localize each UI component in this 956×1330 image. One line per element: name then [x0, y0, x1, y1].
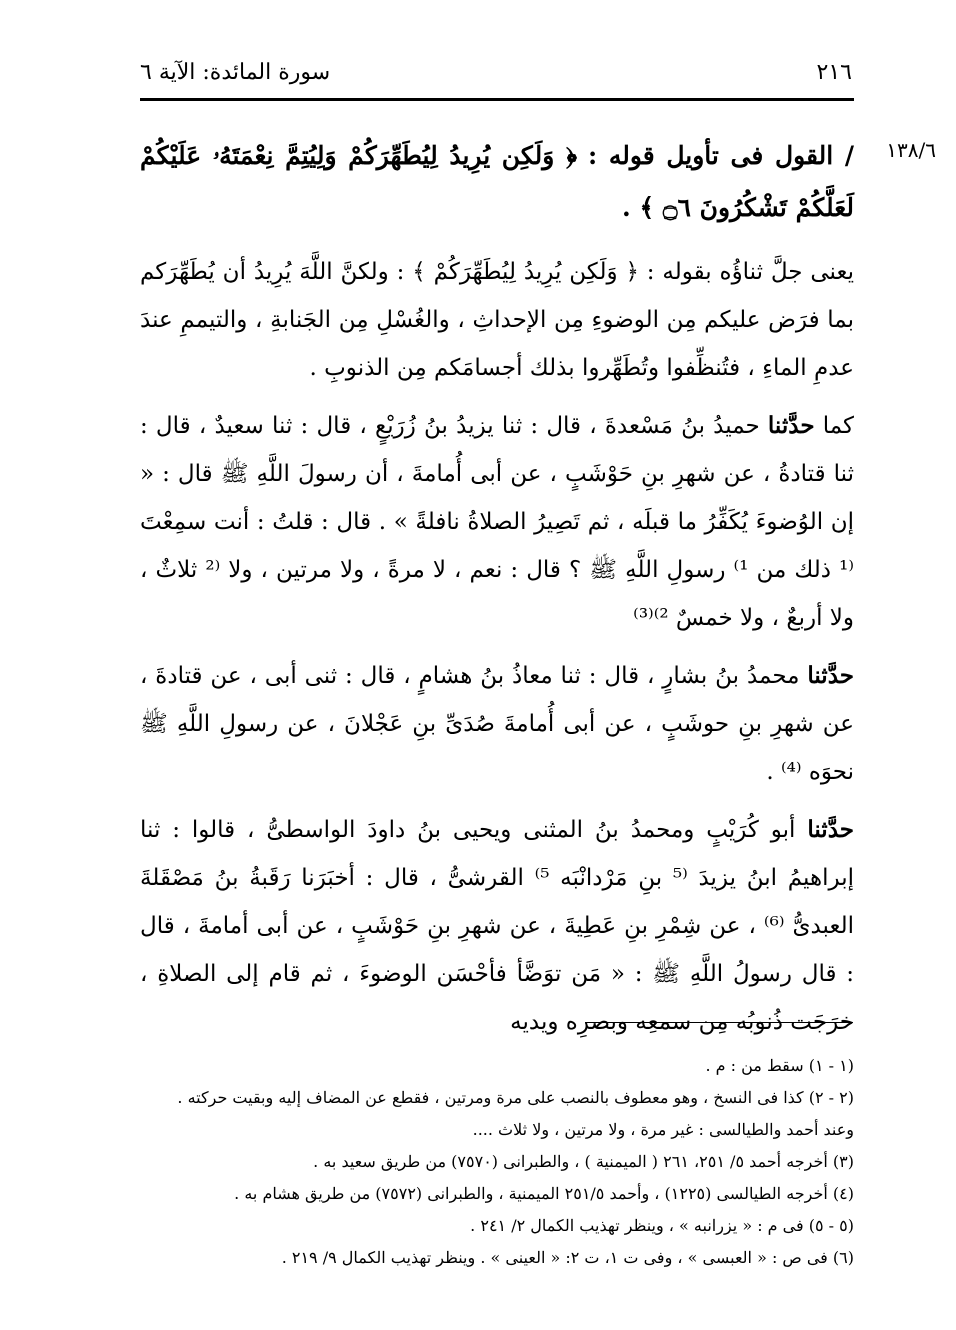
footnote-divider — [585, 1022, 853, 1023]
footnote: (٢ - ٢) كذا فى النسخ ، وهو معطوف بالنصب على مرة ومرتين ، فقطع عن المضاف إليه وبقيت حركته . — [177, 1088, 854, 1107]
header-divider — [140, 98, 854, 101]
hadith-text: محمدُ بنُ بشارٍ ، قال : ثنا معاذُ بنُ هشامٍ ، قال : ثنى أبى ، عن قتادةَ ، عن شهرِ بنِ حوشَبٍ ، عن أبى أُمامةَ صُدَىِّ بنِ عَجْلانَ ، عن رسولِ اللَّهِ ﷺ نحوَه ⁽⁴⁾ . — [140, 663, 854, 785]
footnotes — [140, 1050, 854, 1274]
page-number: ٢١٦ — [816, 59, 852, 85]
footnote: وعند أحمد والطيالسى : غير مرة ، ولا مرتين ، ولا ثلاث .... — [472, 1120, 854, 1139]
hadith-prefix: كما — [822, 413, 854, 439]
hadith-text: حميدُ بنُ مَسْعدةَ ، قال : ثنا يزيدُ بنُ زُرَيْعٍ ، قال : ثنا سعيدٌ ، قال : ثنا قتادةُ ، عن شهرِ بنِ حَوْشَبٍ ، عن أبى أُمامةَ ، أن رسولَ اللَّهِ ﷺ قال : « إن الوُضوءَ يُكَفِّرُ ما قبلَه ، ثم تَصِيرُ الصلاةُ نافلةً » . قال : قلتُ : أنت سمِعْتَ ⁽¹ ذلك من ¹⁾ رسولِ اللَّهِ ﷺ ؟ قال : نعم ، لا مرةً ، ولا مرتين ، ولا ⁽² ثلاثٌ ، ولا أربعٌ ، ولا خمسٌ ²⁾⁽³⁾ — [140, 413, 854, 631]
hadith-lead: حدَّثنا — [767, 412, 815, 439]
commentary-text: يعنى جلَّ ثناؤُه بقوله : ﴿ وَلَكِن يُرِيدُ لِيُطَهِّرَكُمْ ﴾ : ولكنَّ اللَّهَ يُرِيدُ أن يُطَهِّرَكم بما فرَض عليكم مِن الوضوءِ مِن الإحداثِ ، والغُسْلِ مِن الجَنابةِ ، والتيممِ عندَ عدمِ الماءِ ، فتُنظِّفوا وتُطَهِّروا بذلك أجسامَكم مِن الذنوبِ . — [140, 259, 854, 381]
paragraph-commentary — [140, 248, 854, 392]
footnote: (٦) فى ص : « العبسى » ، وفى ت ١، ت ٢: « العينى » . وينظر تهذيب الكمال ٩/ ٢١٩ . — [281, 1248, 854, 1267]
footnote: (١ - ١) سقط من : م . — [705, 1056, 854, 1075]
paragraph-hadith-3 — [140, 806, 854, 1046]
margin-reference: ١٣٨/٦ — [886, 138, 936, 162]
paragraph-hadith-2 — [140, 652, 854, 796]
page-title: سورة المائدة: الآية ٦ — [140, 59, 331, 85]
heading-lead: / القول فى تأويل قوله : — [587, 141, 855, 170]
footnote: (٥ - ٥) فى م : « يزرانبه » ، وينظر تهذيب الكمال ٢/ ٢٤١ . — [470, 1216, 854, 1235]
quran-verse: ﴿ وَلَكِن يُرِيدُ لِيُطَهِّرَكُمْ وَلِيُتِمَّ نِعْمَتَهُۥ عَلَيْكُمْ لَعَلَّكُمْ تَشْكُرُونَ ۝٦ ﴾ . — [140, 141, 854, 222]
paragraph-hadith-1 — [140, 402, 854, 642]
footnote: (٣) أخرجه أحمد ٥/ ٢٥١، ٢٦١ ( الميمنية ) ، والطبرانى (٧٥٧٠) من طريق سعيد به . — [313, 1152, 854, 1171]
running-header — [140, 52, 852, 92]
footnote: (٤) أخرجه الطيالسى (١٢٢٥) ، وأحمد ٢٥١/٥ الميمنية ، والطبرانى (٧٥٧٢) من طريق هشام به . — [234, 1184, 854, 1203]
hadith-text: أبو كُرَيْبٍ ومحمدُ بنُ المثنى ويحيى بنُ داودَ الواسطىُّ ، قالوا : ثنا إبراهيمُ ابنُ يزيدَ ⁽⁵ بنِ مَرْدانْبَه ⁵⁾ القرشىُّ ، قال : أخبَرَنا رَقَبةُ بنُ مَصْقَلةَ العبدىُّ ⁽⁶⁾ ، عن شِمْرِ بنِ عَطِيةَ ، عن شهرِ بنِ حَوْشَبٍ ، عن أبى أمامةَ ، قال : قال رسولُ اللَّهِ ﷺ : « مَن توَضَّأ فأحْسَن الوضوءَ ، ثم قام إلى الصلاةِ ، خرَجَت ذُنوبُه مِن سمعِه وبصرِه ويديه — [140, 817, 854, 1035]
hadith-lead: حدَّثنا — [807, 662, 854, 689]
paragraph-heading — [140, 130, 854, 234]
main-text — [140, 130, 854, 1056]
hadith-lead: حدَّثنا — [807, 816, 854, 843]
